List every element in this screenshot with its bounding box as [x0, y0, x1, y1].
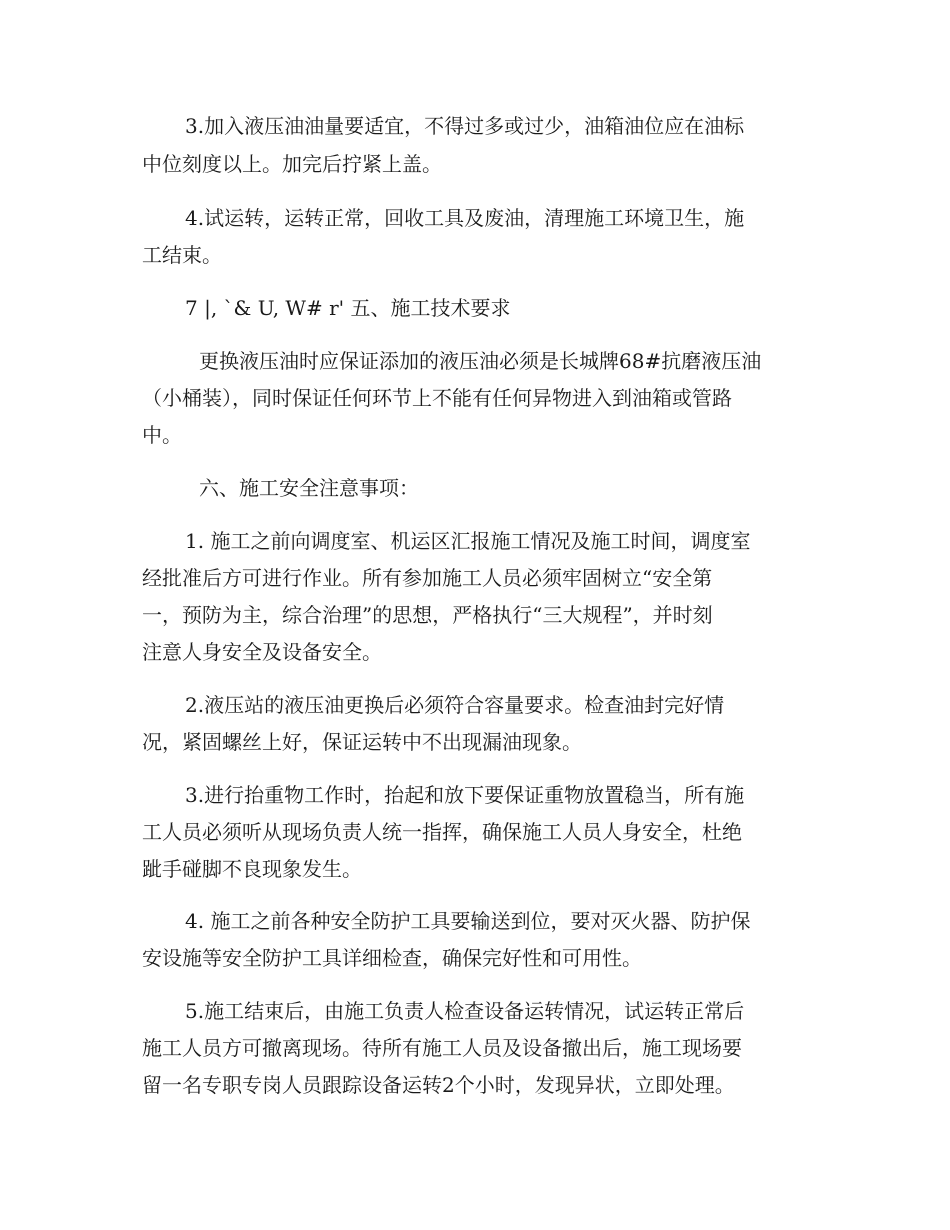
text-line-17: 工人员必须听从现场负责人统一指挥，确保施工人员人身安全，杜绝 [142, 820, 742, 844]
text-line-12: 一，预防为主，综合治理”的思想，严格执行“三大规程”，并时刻 [142, 603, 713, 627]
text-line-16: 3.进行抬重物工作时，抬起和放下要保证重物放置稳当，所有施 [185, 783, 745, 807]
text-line-19: 4. 施工之前各种安全防护工具要输送到位，要对灭火器、防护保 [185, 909, 751, 933]
text-line-8: 中。 [142, 423, 182, 447]
text-line-10: 1. 施工之前向调度室、机运区汇报施工情况及施工时间，调度室 [185, 529, 751, 553]
text-line-13: 注意人身安全及设备安全。 [142, 640, 382, 664]
text-line-14: 2.液压站的液压油更换后必须符合容量要求。检查油封完好情 [185, 693, 725, 717]
text-line-20: 安设施等安全防护工具详细检查，确保完好性和可用性。 [142, 946, 642, 970]
text-line-23: 留一名专职专岗人员跟踪设备运转2个小时，发现异状，立即处理。 [142, 1073, 735, 1097]
text-line-21: 5.施工结束后，由施工负责人检查设备运转情况，试运转正常后 [185, 999, 745, 1023]
text-line-1: 3.加入液压油油量要适宜，不得过多或过少，油箱油位应在油标 [185, 114, 745, 138]
text-line-3: 4.试运转，运转正常，回收工具及废油，清理施工环境卫生，施 [185, 206, 745, 230]
text-line-6: 更换液压油时应保证添加的液压油必须是长城牌68#抗磨液压油 [199, 349, 762, 373]
section-heading-6: 六、施工安全注意事项： [199, 476, 419, 500]
text-line-11: 经批准后方可进行作业。所有参加施工人员必须牢固树立“安全第 [142, 566, 713, 590]
text-line-2: 中位刻度以上。加完后拧紧上盖。 [142, 152, 442, 176]
text-line-18: 跐手碰脚不良现象发生。 [142, 857, 362, 881]
text-line-7: （小桶装），同时保证任何环节上不能有任何异物进入到油箱或管路 [142, 386, 732, 410]
text-line-15: 况，紧固螺丝上好，保证运转中不出现漏油现象。 [142, 730, 582, 754]
section-heading-5: 7 |, `& U, W# r' 五、施工技术要求 [185, 296, 511, 320]
text-line-22: 施工人员方可撤离现场。待所有施工人员及设备撤出后，施工现场要 [142, 1036, 742, 1060]
text-line-4: 工结束。 [142, 243, 222, 267]
